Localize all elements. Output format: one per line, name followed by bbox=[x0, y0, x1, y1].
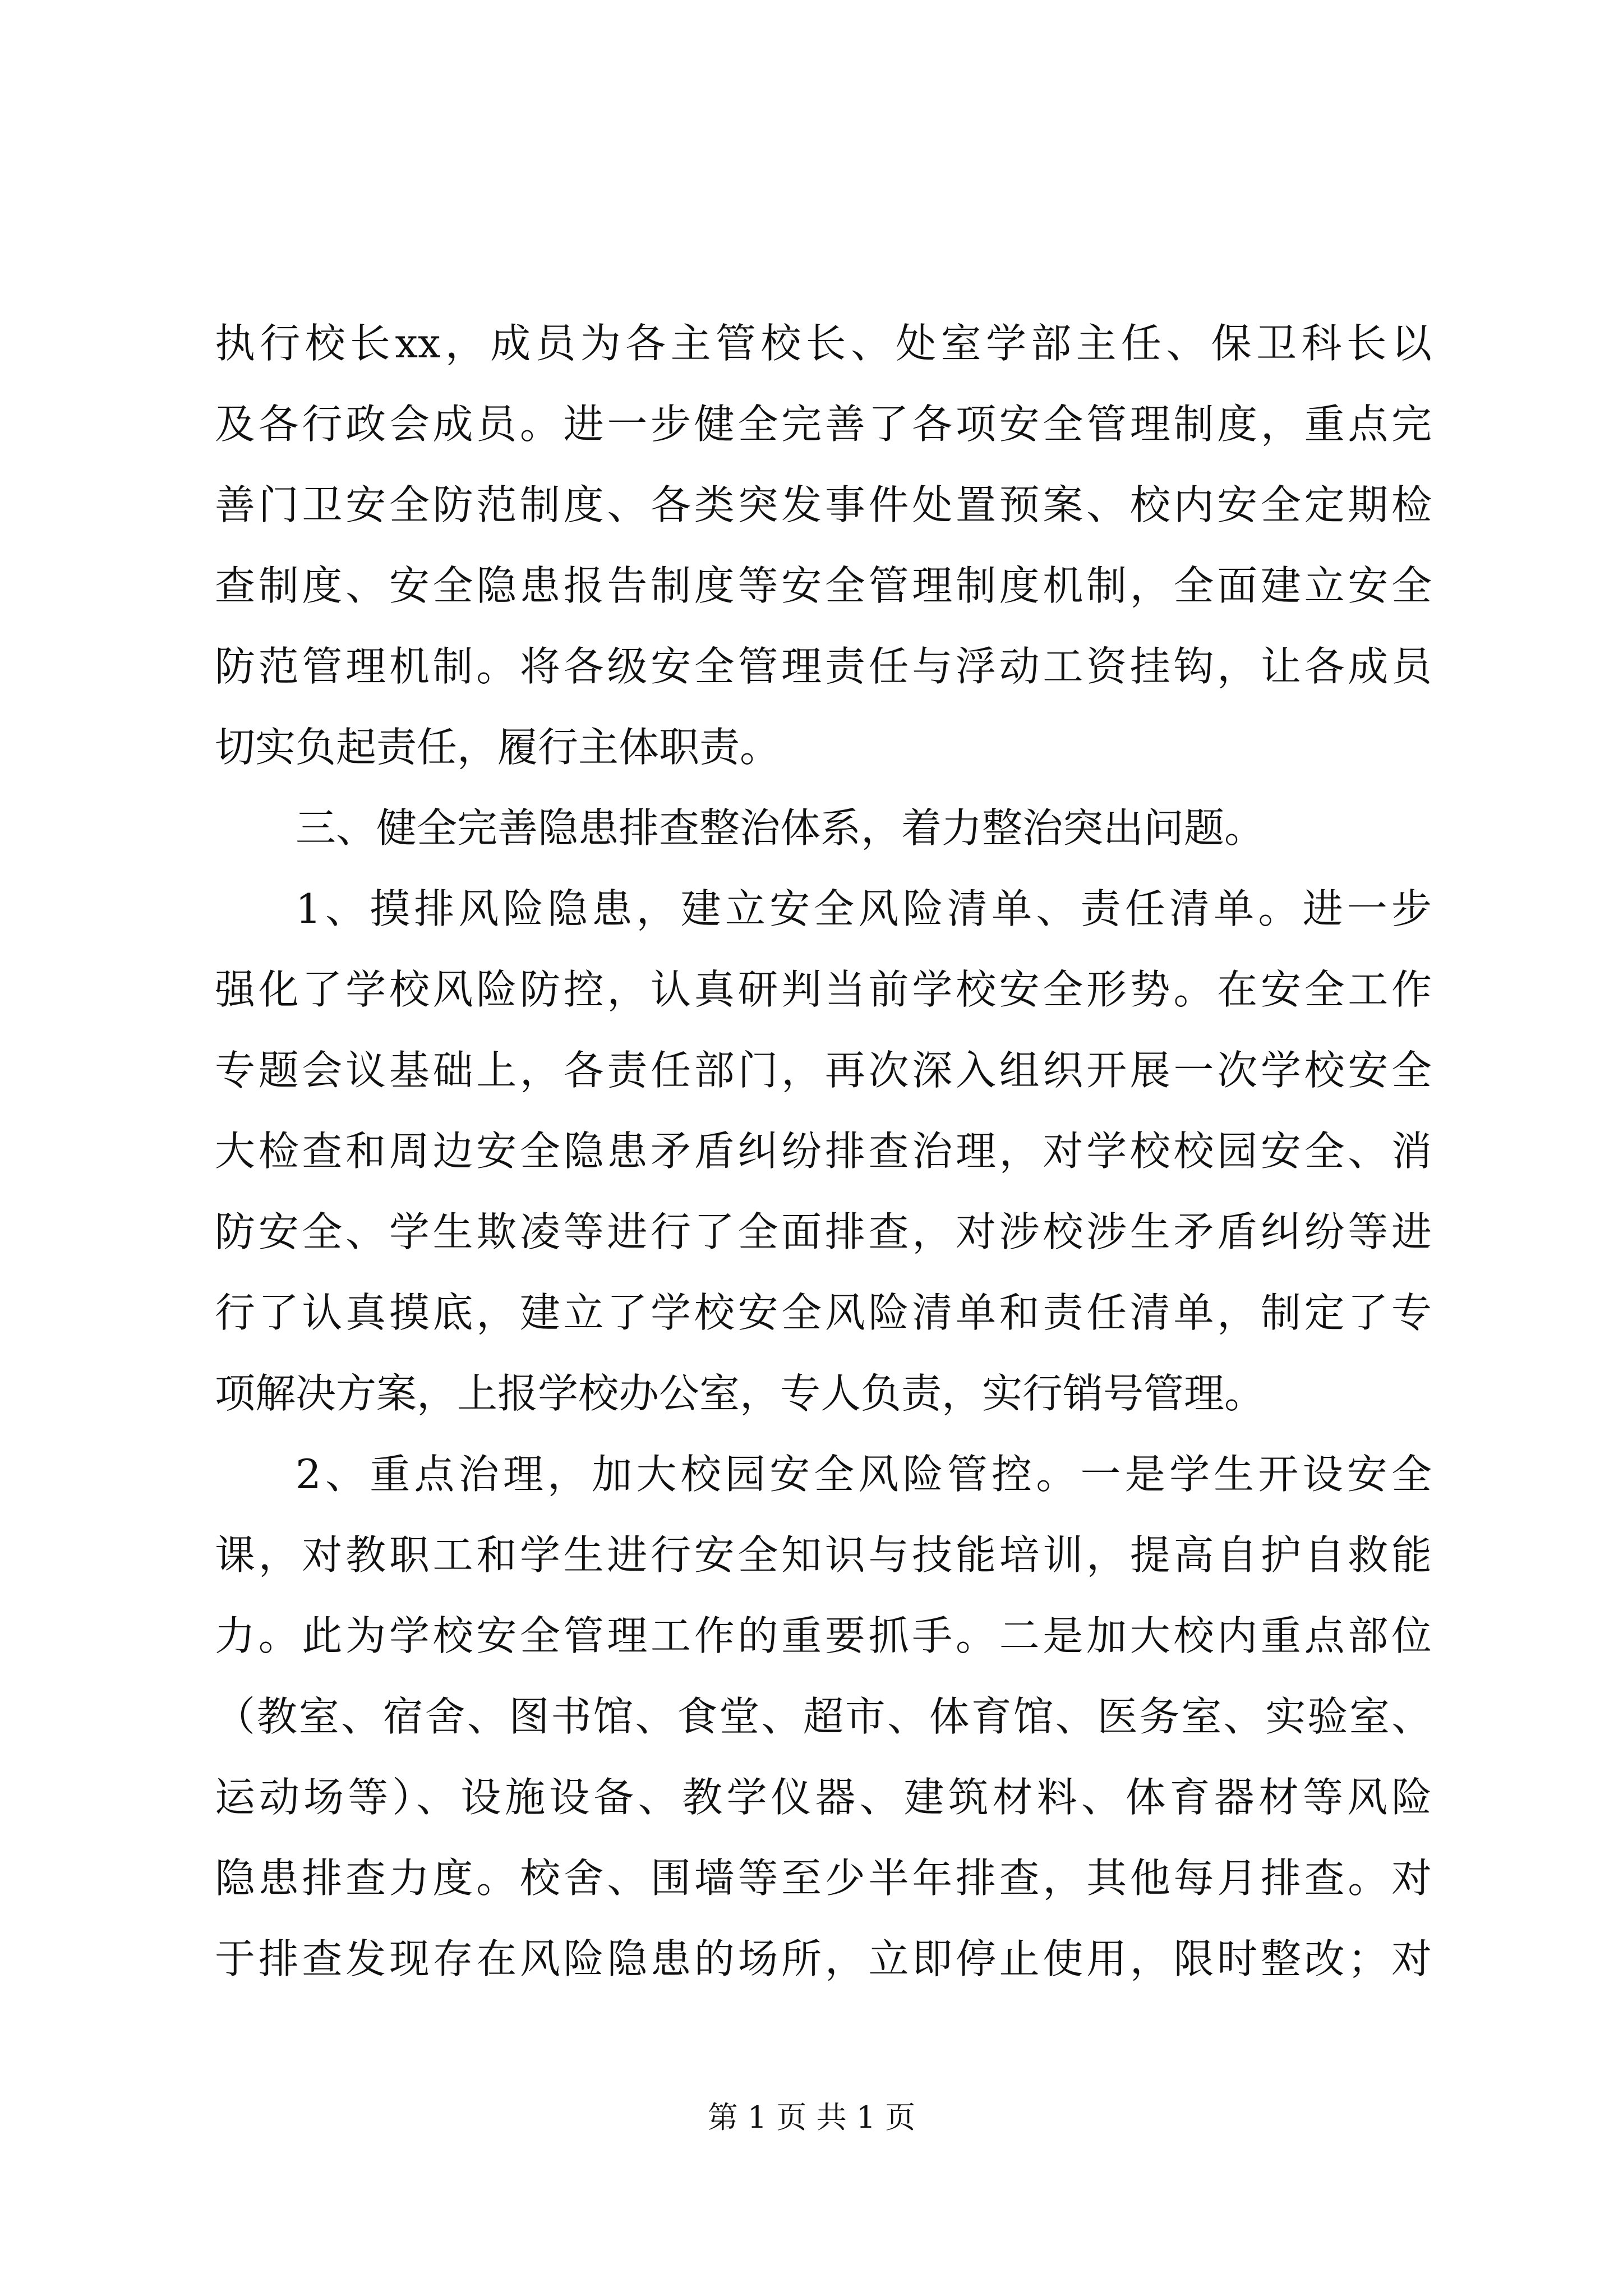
text-line: 查制度、安全隐患报告制度等安全管理制度机制，全面建立安全 bbox=[215, 562, 1432, 609]
text-line: 善门卫安全防范制度、各类突发事件处置预案、校内安全定期检 bbox=[215, 481, 1432, 528]
text-line: 于排查发现存在风险隐患的场所，立即停止使用，限时整改；对 bbox=[215, 1935, 1432, 1982]
page-number-footer: 第 1 页 共 1 页 bbox=[707, 2100, 916, 2135]
document-body bbox=[215, 303, 1432, 1999]
text-line: 专题会议基础上，各责任部门，再次深入组织开展一次学校安全 bbox=[215, 1047, 1432, 1094]
text-line: 强化了学校风险防控，认真研判当前学校安全形势。在安全工作 bbox=[215, 966, 1432, 1013]
text-line: （教室、宿舍、图书馆、食堂、超市、体育馆、医务室、实验室、 bbox=[215, 1693, 1432, 1740]
text-line: 防安全、学生欺凌等进行了全面排查，对涉校涉生矛盾纠纷等进 bbox=[215, 1208, 1432, 1255]
section-heading: 三、健全完善隐患排查整治体系，着力整治突出问题。 bbox=[296, 804, 1265, 852]
text-line: 执行校长xx，成员为各主管校长、处室学部主任、保卫科长以 bbox=[215, 320, 1432, 367]
text-line: 课，对教职工和学生进行安全知识与技能培训，提高自护自救能 bbox=[215, 1531, 1432, 1579]
text-line: 1、摸排风险隐患，建立安全风险清单、责任清单。进一步 bbox=[296, 885, 1432, 932]
text-line: 防范管理机制。将各级安全管理责任与浮动工资挂钩，让各成员 bbox=[215, 643, 1432, 690]
text-line: 力。此为学校安全管理工作的重要抓手。二是加大校内重点部位 bbox=[215, 1612, 1432, 1659]
text-line: 运动场等）、设施设备、教学仪器、建筑材料、体育器材等风险 bbox=[215, 1774, 1432, 1821]
text-line: 隐患排查力度。校舍、围墙等至少半年排查，其他每月排查。对 bbox=[215, 1855, 1432, 1902]
text-line: 项解决方案，上报学校办公室，专人负责，实行销号管理。 bbox=[215, 1370, 1265, 1417]
text-line: 大检查和周边安全隐患矛盾纠纷排查治理，对学校校园安全、消 bbox=[215, 1128, 1432, 1175]
text-line: 切实负起责任，履行主体职责。 bbox=[215, 724, 781, 771]
text-line: 2、重点治理，加大校园安全风险管控。一是学生开设安全 bbox=[296, 1451, 1432, 1498]
text-line: 及各行政会成员。进一步健全完善了各项安全管理制度，重点完 bbox=[215, 401, 1432, 448]
text-line: 行了认真摸底，建立了学校安全风险清单和责任清单，制定了专 bbox=[215, 1289, 1432, 1336]
